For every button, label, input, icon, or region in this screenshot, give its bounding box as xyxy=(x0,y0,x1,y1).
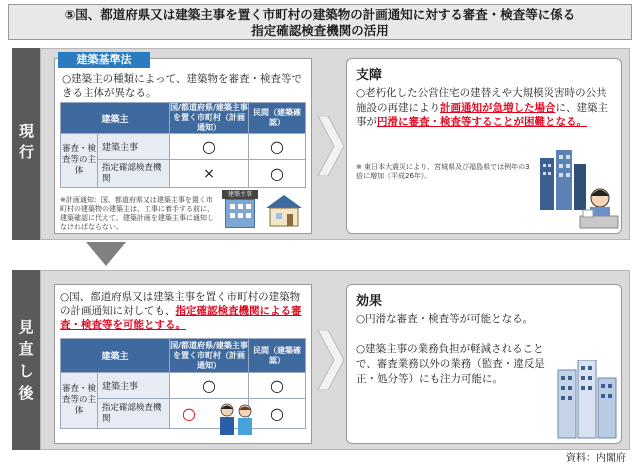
page-title xyxy=(8,4,632,40)
effect-item-2: ○建築主事の業務負担が軽減されることで、審査業務以外の業務（監査・違反是正・処分等）にも注力可能に。 xyxy=(356,343,545,385)
revised-intro xyxy=(60,290,308,332)
effect-item-1: ○円滑な審査・検査等が可能となる。 xyxy=(356,313,534,325)
current-section-label xyxy=(12,48,40,240)
revised-col-header-gov: 国/都道府県/建築主事を置く市町村（計画通知） xyxy=(170,339,249,373)
revised-section-label xyxy=(12,270,40,450)
revised-col-header-private: 民間（建築確認） xyxy=(249,339,306,373)
revised-row-label: 建築主事 xyxy=(98,373,170,399)
current-cell-mark: ○ xyxy=(249,160,306,188)
issue-text xyxy=(356,86,614,130)
current-row-group: 審査・検査等の主体 xyxy=(61,134,98,188)
revised-row-label: 指定確認検査機関 xyxy=(98,399,170,429)
current-table xyxy=(60,102,306,188)
revised-col-header-owner: 建築主 xyxy=(61,339,170,373)
building-sign: 建築主事 xyxy=(222,190,258,199)
revised-arrow xyxy=(316,330,346,390)
revised-intro-red: 指定確認検査機関による審査・検査等を可能とする。 xyxy=(60,305,302,331)
issue-note: ※ 東日本大震災により、宮城県及び福島県では例年の3倍に増加（平成26年）。 xyxy=(356,163,530,180)
current-cell-mark: ○ xyxy=(249,134,306,160)
revised-label-char: 直 xyxy=(18,340,34,358)
issue-text-red-1: 計画通知が急増した場合 xyxy=(440,101,556,114)
overwhelmed-worker-illustration xyxy=(540,150,620,230)
down-arrow xyxy=(86,242,126,268)
issue-text-plain: ○老朽化した公営住宅の建替えや大規模災害時の公共施設の再建により xyxy=(356,87,607,114)
current-col-header-owner: 建築主 xyxy=(61,103,170,134)
current-label-text: 現行 xyxy=(17,123,35,165)
current-col-header-gov: 国/都道府県/建築主事を置く市町村（計画通知） xyxy=(170,103,248,132)
revised-cell-mark-new: ○ xyxy=(170,399,249,429)
revised-cell-mark: ○ xyxy=(249,373,306,399)
current-footnote: ※計画通知：国、都道府県又は建築主事を置く市町村の建築物の建築主は、工事に着手する前に、建築確認に代えて、建築計画を建築主事に通知しなければならない。 xyxy=(60,196,214,231)
current-row-label: 指定確認検査機関 xyxy=(98,160,170,188)
revised-label-char: 後 xyxy=(18,384,34,402)
revised-label-char: 見 xyxy=(18,318,34,336)
current-col-header-private: 民間（建築確認） xyxy=(249,103,306,134)
title-line-2: 指定確認検査機関の活用 xyxy=(251,23,389,38)
law-tag: 建築基準法 xyxy=(58,52,150,68)
effect-title: 効果 xyxy=(356,294,383,309)
revised-table xyxy=(60,338,306,429)
current-cell-mark: × xyxy=(170,160,249,188)
issue-text-red-2: 円滑に審査・検査等することが困難となる。 xyxy=(377,116,587,128)
title-line-1: ⑤国、都道府県又は建築主事を置く市町村の建築物の計画通知に対する審査・検査等に係る xyxy=(64,7,576,22)
issue-title: 支障 xyxy=(356,68,383,83)
house-illustration xyxy=(264,192,304,228)
source-note: 資料：内閣府 xyxy=(566,453,626,464)
revised-cell-mark: ○ xyxy=(249,399,306,429)
city-buildings-illustration xyxy=(556,360,618,440)
current-row-label: 建築主事 xyxy=(98,134,170,160)
current-intro: ○建築主の種類によって、建築物を審査・検査等できる主体が異なる。 xyxy=(62,73,302,99)
revised-cell-mark: ○ xyxy=(170,373,249,399)
revised-intro-plain: ○国、都道府県又は建築主事を置く市町村の建築物の計画通知に対しても、 xyxy=(60,291,301,317)
current-arrow xyxy=(316,116,346,176)
revised-row-group: 審査・検査等の主体 xyxy=(61,373,98,429)
issue-text-mid: に、建築主事が xyxy=(356,101,608,128)
government-building-illustration xyxy=(222,190,258,228)
current-cell-mark: ○ xyxy=(170,134,249,160)
revised-label-char: し xyxy=(18,362,34,380)
inspectors-illustration xyxy=(216,402,256,436)
